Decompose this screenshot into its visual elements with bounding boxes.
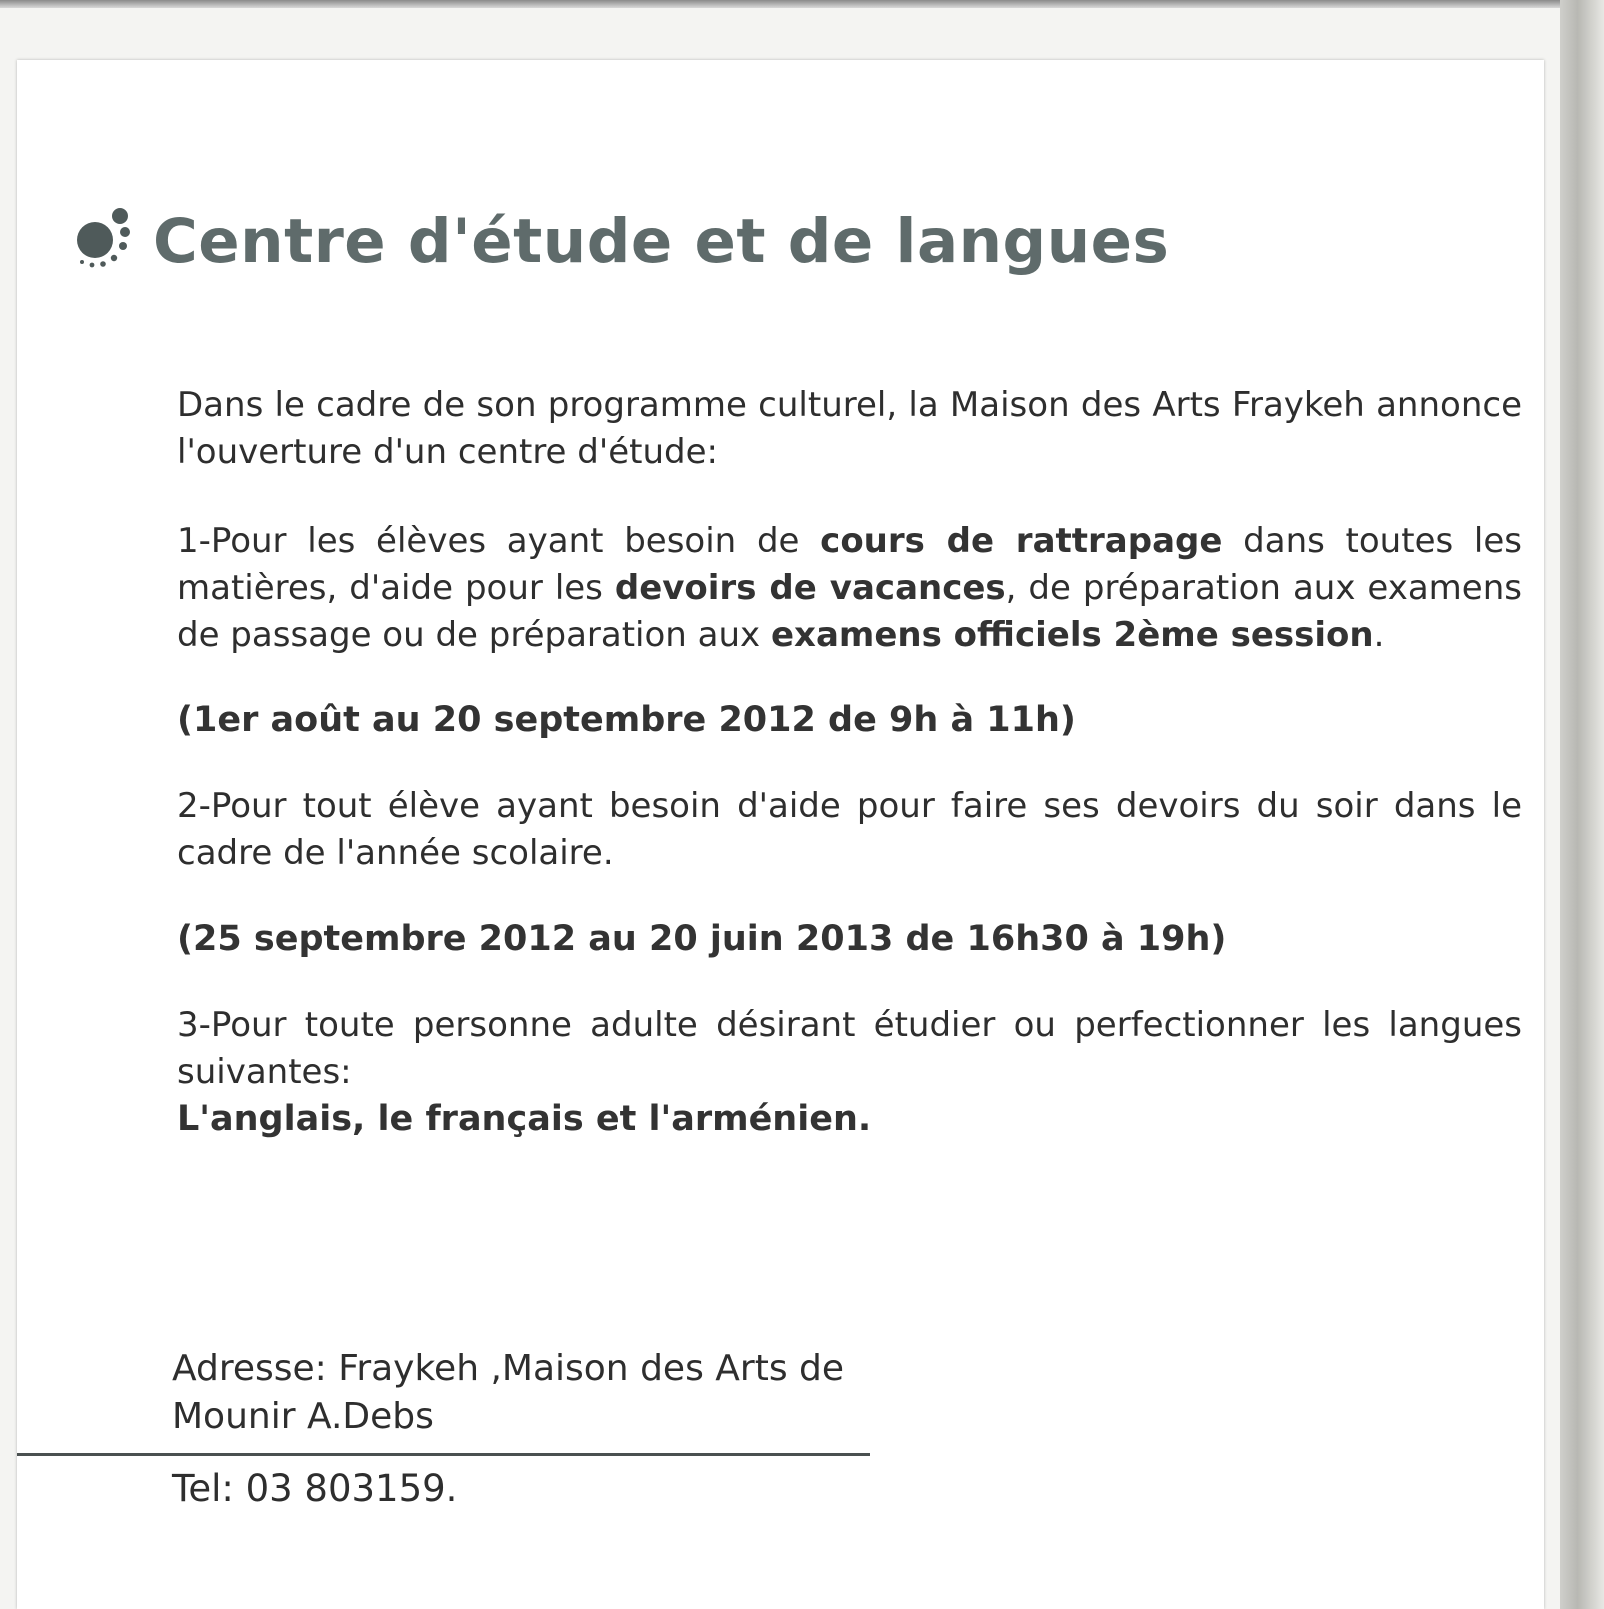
address-block xyxy=(172,1345,892,1441)
item-1-text-c: , de préparation aux examens de passage ou de préparation aux xyxy=(177,568,1522,655)
dates-1: (1er août au 20 septembre 2012 de 9h à 11h) xyxy=(177,700,1076,740)
item-1-bold-b: devoirs de vacances xyxy=(614,568,1006,608)
item-1-text-b: dans toutes les matières, d'aide pour les xyxy=(177,521,1522,608)
scan-edge-right xyxy=(1560,0,1604,1609)
document-title: Centre d'étude et de langues xyxy=(153,206,1170,277)
item-3-paragraph: 3-Pour toute personne adulte désirant étudier ou perfectionner les langues suivantes: xyxy=(177,1005,1522,1092)
item-1-text-d: . xyxy=(1373,615,1385,655)
scan-edge-top xyxy=(0,0,1604,8)
item-1-bold-a: cours de rattrapage xyxy=(820,521,1223,561)
divider-line xyxy=(17,1453,870,1456)
languages-line: L'anglais, le français et l'arménien. xyxy=(177,1099,872,1139)
address-line-2: Mounir A.Debs xyxy=(172,1396,434,1437)
address-line-1: Adresse: Fraykeh ,Maison des Arts de xyxy=(172,1348,845,1389)
dates-2: (25 septembre 2012 au 20 juin 2013 de 16h30 à 19h) xyxy=(177,919,1227,959)
dots-cluster-logo-icon xyxy=(73,202,133,270)
document-page xyxy=(17,60,1544,1609)
item-1-bold-c: examens officiels 2ème session xyxy=(770,615,1374,655)
item-1-paragraph xyxy=(177,518,1522,659)
item-1-text-a: 1-Pour les élèves ayant besoin de xyxy=(177,521,821,561)
telephone: Tel: 03 803159. xyxy=(172,1467,458,1510)
item-2-paragraph: 2-Pour tout élève ayant besoin d'aide pour faire ses devoirs du soir dans le cadre de l'année scolaire. xyxy=(177,786,1522,873)
intro-paragraph: Dans le cadre de son programme culturel, la Maison des Arts Fraykeh annonce l'ouverture d'un centre d'étude: xyxy=(177,385,1522,472)
